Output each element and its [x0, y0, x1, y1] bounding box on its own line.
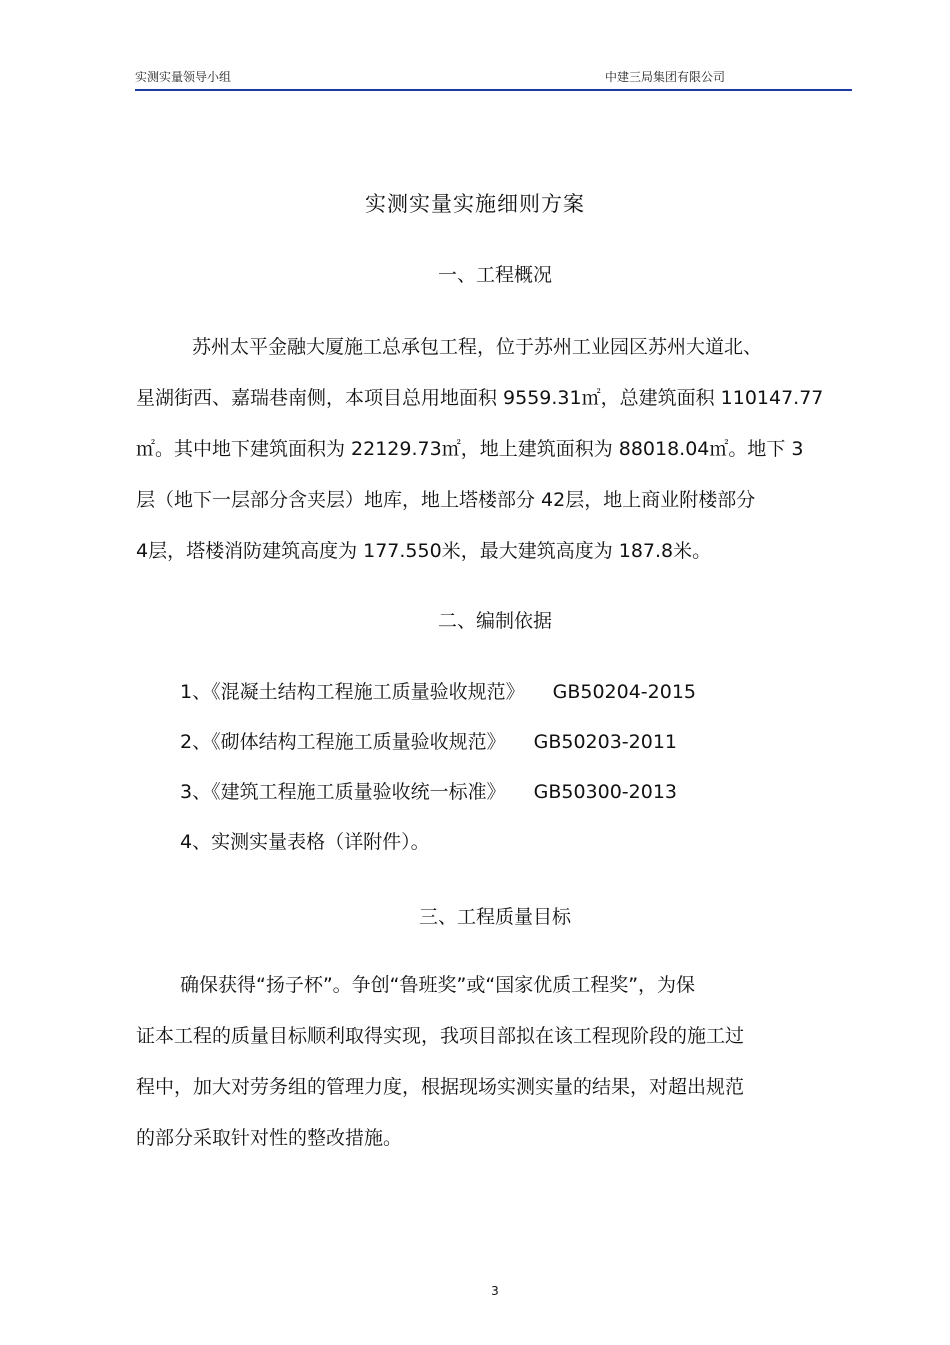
section-heading-overview: 一、工程概况: [437, 264, 552, 286]
basis-item-code: GB50203-2011: [533, 731, 678, 753]
section-heading-basis: 二、编制依据: [437, 610, 552, 632]
basis-item-title: 2、《砌体结构工程施工质量验收规范》: [180, 731, 506, 753]
basis-item-title: 3、《建筑工程施工质量验收统一标准》: [180, 781, 506, 803]
section-heading-quality-goal: 三、工程质量目标: [418, 906, 571, 928]
basis-item-title: 4、实测实量表格（详附件）。: [180, 831, 430, 853]
quality-goal-paragraph: [136, 960, 876, 1164]
quality-goal-line: 程中，加大对劳务组的管理力度，根据现场实测实量的结果，对超出规范: [136, 1076, 745, 1098]
document-title: 实测实量实施细则方案: [365, 192, 585, 216]
quality-goal-line: 确保获得“扬子杯”。争创“鲁班奖”或“国家优质工程奖”，为保: [180, 974, 696, 996]
header-left-text: 实测实量领导小组: [135, 70, 232, 84]
basis-item-code: GB50204-2015: [552, 681, 697, 703]
basis-item: [180, 724, 696, 774]
overview-line: 层（地下一层部分含夹层）地库，地上塔楼部分 42层，地上商业附楼部分: [136, 489, 756, 511]
overview-line: 星湖街西、嘉瑞巷南侧，本项目总用地面积 9559.31㎡，总建筑面积 110147.77: [136, 387, 824, 409]
overview-line: 4层，塔楼消防建筑高度为 177.550米，最大建筑高度为 187.8米。: [136, 540, 712, 562]
overview-paragraph: [136, 322, 876, 577]
basis-item-code: GB50300-2013: [533, 781, 678, 803]
quality-goal-line: 证本工程的质量目标顺利取得实现，我项目部拟在该工程现阶段的施工过: [136, 1025, 745, 1047]
overview-line: ㎡。其中地下建筑面积为 22129.73㎡，地上建筑面积为 88018.04㎡。地下 3: [136, 438, 804, 460]
overview-line: 苏州太平金融大厦施工总承包工程，位于苏州工业园区苏州大道北、: [192, 336, 763, 358]
page-header: [135, 66, 852, 92]
basis-list: [180, 674, 696, 874]
header-right-text: 中建三局集团有限公司: [604, 70, 725, 84]
basis-item: [180, 674, 696, 724]
basis-item: [180, 774, 696, 824]
quality-goal-line: 的部分采取针对性的整改措施。: [136, 1127, 403, 1149]
basis-item: [180, 824, 696, 874]
page-number: 3: [491, 1284, 499, 1298]
header-rule: [135, 89, 852, 91]
basis-item-title: 1、《混凝土结构工程施工质量验收规范》: [180, 681, 525, 703]
